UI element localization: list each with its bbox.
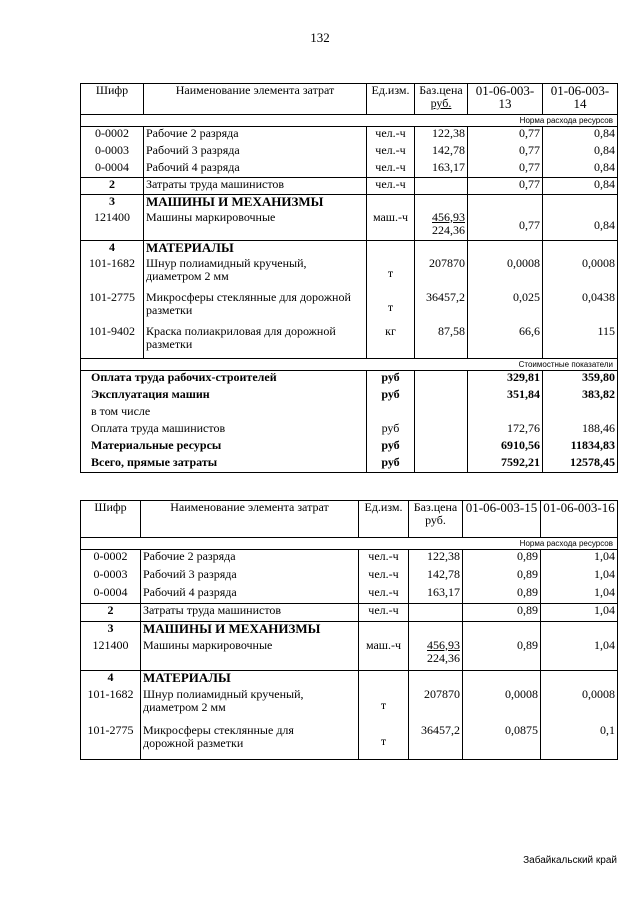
cost-value-13: 7592,21 <box>468 456 543 473</box>
table-row <box>81 639 618 671</box>
row-unit: маш.-ч <box>367 211 415 241</box>
section-code: 3 <box>81 195 144 211</box>
row-name: Рабочий 3 разряда <box>141 568 359 586</box>
header-col-13: 01-06-003- 13 <box>468 84 543 115</box>
header-unit: Ед.изм. <box>367 84 415 115</box>
table-header-row <box>81 84 618 115</box>
row-unit: чел.-ч <box>359 604 409 622</box>
cost-label-row <box>81 359 618 371</box>
cost-unit: руб <box>367 456 415 473</box>
cost-value-14: 188,46 <box>543 422 618 439</box>
row-value-13: 0,0008 <box>468 257 543 291</box>
cost-row <box>81 422 618 439</box>
cost-value-14: 12578,45 <box>543 456 618 473</box>
header-col-14: 01-06-003- 14 <box>543 84 618 115</box>
cost-name: Всего, прямые затраты <box>81 456 367 473</box>
row-name: Рабочие 2 разряда <box>144 127 367 144</box>
region-footer: Забайкальский край <box>523 855 617 866</box>
row-value-16: 1,04 <box>541 639 618 671</box>
cost-value-14: 359,80 <box>543 371 618 388</box>
row-price: 122,38 <box>409 550 463 568</box>
cost-value-14: 11834,83 <box>543 439 618 456</box>
row-value-14: 0,84 <box>543 144 618 161</box>
section-row <box>81 622 618 639</box>
estimate-table-1 <box>80 83 618 473</box>
section-row <box>81 671 618 688</box>
header-code: Шифр <box>81 84 144 115</box>
row-name: Микросферы стеклянные для дорожной разметки <box>144 291 367 325</box>
norm-label: Норма расхода ресурсов <box>81 538 618 550</box>
row-code: 0-0004 <box>81 586 141 604</box>
cost-value-14: 383,82 <box>543 388 618 405</box>
cost-label: Стоимостные показатели <box>81 359 618 371</box>
row-unit: т <box>359 688 409 724</box>
row-value-16: 1,04 <box>541 586 618 604</box>
row-value-15: 0,89 <box>463 568 541 586</box>
section-title: МАШИНЫ И МЕХАНИЗМЫ <box>144 195 367 211</box>
estimate-table-2 <box>80 500 618 760</box>
cost-name: Материальные ресурсы <box>81 439 367 456</box>
row-code: 0-0002 <box>81 550 141 568</box>
row-value-16: 0,1 <box>541 724 618 760</box>
table-row <box>81 568 618 586</box>
table-row <box>81 688 618 724</box>
row-unit: чел.-ч <box>359 550 409 568</box>
row-name: Машины маркировочные <box>141 639 359 671</box>
row-price: 456,93 224,36 <box>415 211 468 241</box>
row-price: 87,58 <box>415 325 468 359</box>
cost-name: Оплата труда рабочих-строителей <box>81 371 367 388</box>
row-value-13: 0,77 <box>468 144 543 161</box>
row-price: 207870 <box>415 257 468 291</box>
row-code: 0-0003 <box>81 568 141 586</box>
header-price: Баз.цена руб. <box>409 501 463 538</box>
row-name: Машины маркировочные <box>144 211 367 241</box>
row-unit: т <box>359 724 409 760</box>
section-row <box>81 241 618 257</box>
row-value-13: 66,6 <box>468 325 543 359</box>
cost-name: Оплата труда машинистов <box>81 422 367 439</box>
row-code: 2 <box>81 178 144 195</box>
row-price: 122,38 <box>415 127 468 144</box>
table-row <box>81 257 618 291</box>
row-price <box>409 604 463 622</box>
section-title: МАТЕРИАЛЫ <box>144 241 367 257</box>
row-name: Краска полиакриловая для дорожной разметки <box>144 325 367 359</box>
cost-row <box>81 388 618 405</box>
page-number: 132 <box>310 30 330 45</box>
row-value-15: 0,89 <box>463 639 541 671</box>
header-price: Баз.цена руб. <box>415 84 468 115</box>
row-value-13: 0,77 <box>468 211 543 241</box>
row-code: 0-0002 <box>81 127 144 144</box>
row-name: Шнур полиамидный крученый, диаметром 2 мм <box>141 688 359 724</box>
table-row <box>81 586 618 604</box>
row-code: 121400 <box>81 639 141 671</box>
table-row <box>81 127 618 144</box>
row-unit: чел.-ч <box>359 568 409 586</box>
row-price: 207870 <box>409 688 463 724</box>
row-name: Шнур полиамидный крученый, диаметром 2 мм <box>144 257 367 291</box>
header-col-15: 01-06-003-15 <box>463 501 541 538</box>
cost-value-13: 351,84 <box>468 388 543 405</box>
row-price: 456,93 224,36 <box>409 639 463 671</box>
header-code: Шифр <box>81 501 141 538</box>
section-code: 4 <box>81 671 141 688</box>
row-value-13: 0,025 <box>468 291 543 325</box>
table-row <box>81 325 618 359</box>
cost-name: в том числе <box>81 405 367 422</box>
cost-value-13: 329,81 <box>468 371 543 388</box>
norm-label-row <box>81 538 618 550</box>
row-unit: кг <box>367 325 415 359</box>
row-value-14: 115 <box>543 325 618 359</box>
cost-row <box>81 456 618 473</box>
header-col-16: 01-06-003-16 <box>541 501 618 538</box>
row-unit: т <box>367 257 415 291</box>
row-value-15: 0,89 <box>463 550 541 568</box>
row-price: 163,17 <box>415 161 468 178</box>
row-unit: чел.-ч <box>367 127 415 144</box>
cost-name: Эксплуатация машин <box>81 388 367 405</box>
row-name: Затраты труда машинистов <box>141 604 359 622</box>
table-row <box>81 291 618 325</box>
row-value-14: 0,84 <box>543 178 618 195</box>
row-name: Рабочие 2 разряда <box>141 550 359 568</box>
row-unit: маш.-ч <box>359 639 409 671</box>
row-value-16: 1,04 <box>541 568 618 586</box>
row-price: 142,78 <box>409 568 463 586</box>
row-unit: т <box>367 291 415 325</box>
row-name: Затраты труда машинистов <box>144 178 367 195</box>
row-value-13: 0,77 <box>468 178 543 195</box>
row-code: 121400 <box>81 211 144 241</box>
row-value-15: 0,89 <box>463 604 541 622</box>
table-row <box>81 178 618 195</box>
header-unit: Ед.изм. <box>359 501 409 538</box>
row-code: 101-1682 <box>81 688 141 724</box>
row-name: Рабочий 4 разряда <box>141 586 359 604</box>
cost-value-13: 172,76 <box>468 422 543 439</box>
row-value-16: 1,04 <box>541 604 618 622</box>
row-value-14: 0,84 <box>543 127 618 144</box>
row-value-14: 0,84 <box>543 211 618 241</box>
section-code: 3 <box>81 622 141 639</box>
row-price: 163,17 <box>409 586 463 604</box>
row-unit: чел.-ч <box>367 144 415 161</box>
cost-row <box>81 439 618 456</box>
row-value-15: 0,0875 <box>463 724 541 760</box>
cost-unit: руб <box>367 388 415 405</box>
row-value-15: 0,0008 <box>463 688 541 724</box>
header-name: Наименование элемента затрат <box>144 84 367 115</box>
cost-row <box>81 405 618 422</box>
row-value-16: 0,0008 <box>541 688 618 724</box>
row-unit: чел.-ч <box>367 161 415 178</box>
row-value-15: 0,89 <box>463 586 541 604</box>
row-code: 101-1682 <box>81 257 144 291</box>
row-price: 36457,2 <box>409 724 463 760</box>
row-name: Рабочий 4 разряда <box>144 161 367 178</box>
row-name: Микросферы стеклянные для дорожной разметки <box>141 724 359 760</box>
table-row <box>81 144 618 161</box>
row-value-13: 0,77 <box>468 161 543 178</box>
row-price <box>415 178 468 195</box>
header-name: Наименование элемента затрат <box>141 501 359 538</box>
row-value-13: 0,77 <box>468 127 543 144</box>
row-code: 101-9402 <box>81 325 144 359</box>
table-row <box>81 211 618 241</box>
section-title: МАШИНЫ И МЕХАНИЗМЫ <box>141 622 359 639</box>
row-code: 0-0004 <box>81 161 144 178</box>
norm-label-row <box>81 115 618 127</box>
section-row <box>81 195 618 211</box>
cost-value-13: 6910,56 <box>468 439 543 456</box>
section-code: 4 <box>81 241 144 257</box>
table-row <box>81 550 618 568</box>
row-name: Рабочий 3 разряда <box>144 144 367 161</box>
section-title: МАТЕРИАЛЫ <box>141 671 359 688</box>
cost-row <box>81 371 618 388</box>
cost-unit: руб <box>367 439 415 456</box>
table-row <box>81 604 618 622</box>
row-price: 142,78 <box>415 144 468 161</box>
cost-unit: руб <box>367 422 415 439</box>
row-unit: чел.-ч <box>367 178 415 195</box>
row-code: 101-2775 <box>81 724 141 760</box>
row-code: 101-2775 <box>81 291 144 325</box>
cost-unit: руб <box>367 371 415 388</box>
row-code: 0-0003 <box>81 144 144 161</box>
norm-label: Норма расхода ресурсов <box>81 115 618 127</box>
row-value-14: 0,84 <box>543 161 618 178</box>
table-header-row <box>81 501 618 538</box>
row-unit: чел.-ч <box>359 586 409 604</box>
table-row <box>81 724 618 760</box>
row-value-14: 0,0008 <box>543 257 618 291</box>
row-value-16: 1,04 <box>541 550 618 568</box>
row-code: 2 <box>81 604 141 622</box>
row-price: 36457,2 <box>415 291 468 325</box>
row-value-14: 0,0438 <box>543 291 618 325</box>
table-row <box>81 161 618 178</box>
